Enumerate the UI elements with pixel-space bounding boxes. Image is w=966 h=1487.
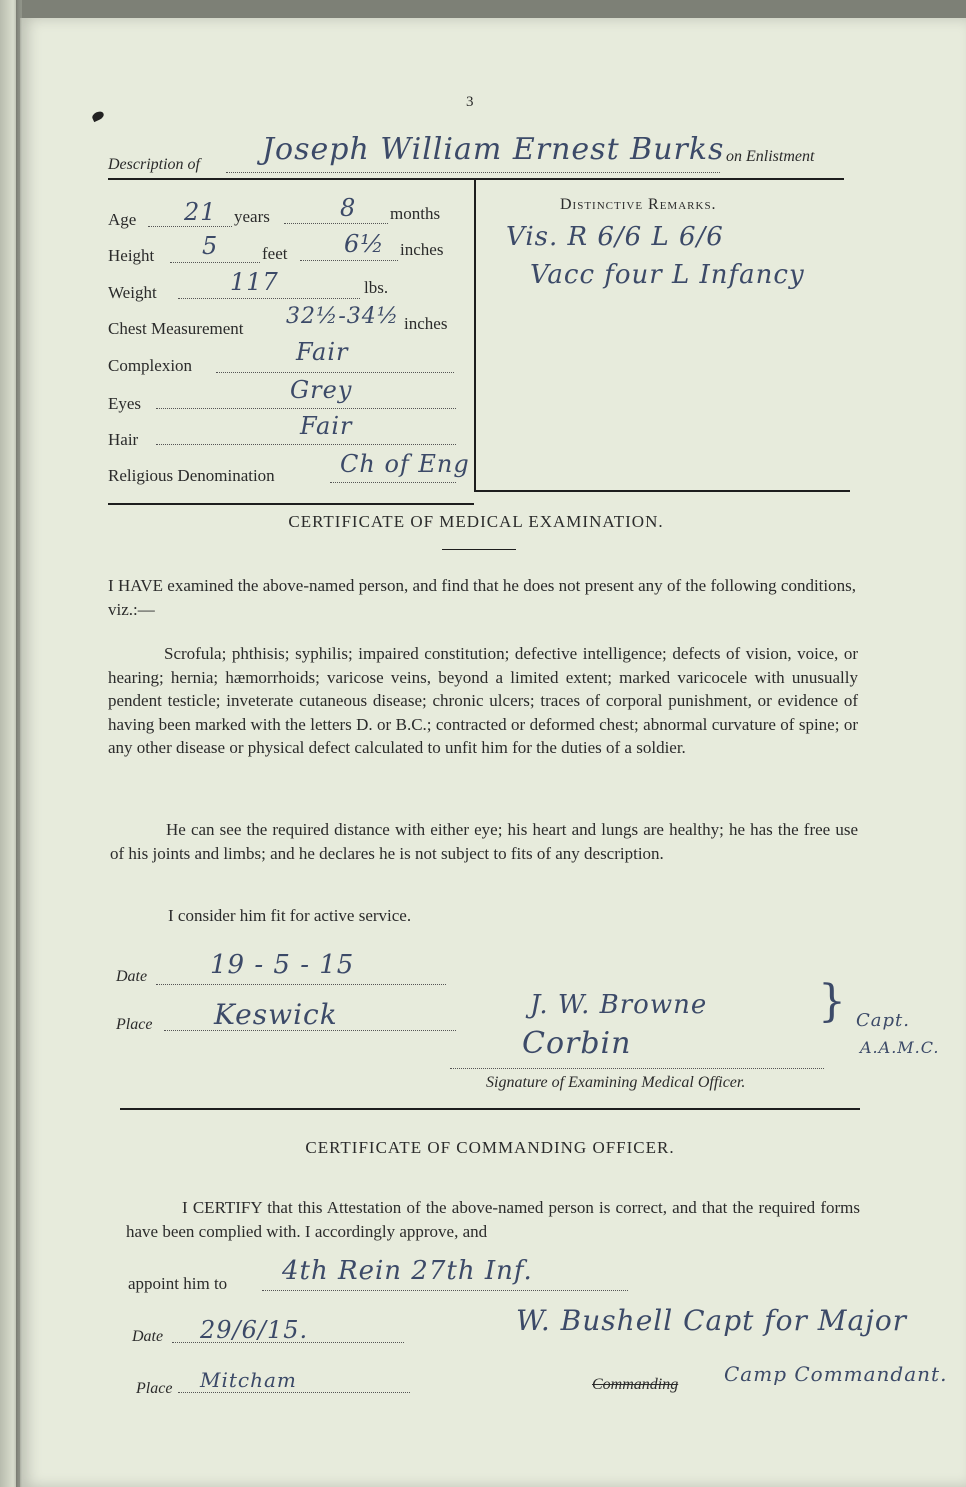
- medical-fitness-text: He can see the required distance with either eye; his heart and lungs are healthy; he has the free use of his joints and limbs; and he declares he is not subject to fits of any description.: [110, 820, 858, 863]
- remarks-line-2: Vacc four L Infancy: [530, 260, 805, 290]
- remarks-title: Distinctive Remarks.: [560, 196, 717, 213]
- medical-place-label: Place: [116, 1016, 153, 1033]
- top-rule: [108, 178, 844, 180]
- chest-unit: inches: [404, 314, 448, 333]
- medical-intro-text: I HAVE examined the above-named person, and find that he does not present any of the following conditions, viz.:—: [108, 576, 856, 619]
- hair-label: Hair: [108, 430, 139, 449]
- medical-officer-signature-2: Corbin: [522, 1026, 632, 1061]
- height-label: Height: [108, 246, 155, 265]
- appoint-value: 4th Rein 27th Inf.: [282, 1256, 533, 1286]
- section-divider-rule: [120, 1108, 860, 1110]
- vertical-divider: [474, 180, 476, 492]
- medical-fitness: [110, 818, 858, 865]
- medical-date-label: Date: [116, 968, 148, 985]
- medical-conditions: [108, 642, 858, 760]
- right-bottom-rule: [474, 490, 850, 492]
- medical-place-value: Keswick: [214, 998, 338, 1031]
- page-number: 3: [466, 94, 474, 110]
- commanding-certificate-title: CERTIFICATE OF COMMANDING OFFICER.: [305, 1138, 675, 1157]
- medical-certificate-title: CERTIFICATE OF MEDICAL EXAMINATION.: [288, 512, 664, 531]
- medical-officer-rank-1: Capt.: [856, 1010, 910, 1031]
- height-feet-value: 5: [202, 232, 219, 260]
- name-line: [226, 172, 720, 173]
- medical-officer-signature-1: J. W. Browne: [530, 990, 708, 1020]
- enlistment-label: on Enlistment: [726, 148, 815, 165]
- commanding-role-struck: Commanding: [592, 1376, 679, 1393]
- weight-unit: lbs.: [364, 278, 389, 297]
- age-months-value: 8: [340, 194, 357, 222]
- months-label: months: [390, 204, 441, 223]
- height-inches-value: 6½: [344, 230, 385, 258]
- description-label: Description of: [108, 156, 200, 173]
- eyes-value: Grey: [290, 376, 353, 404]
- remarks-line-1: Vis. R 6/6 L 6/6: [506, 222, 724, 252]
- feet-label: feet: [262, 244, 288, 263]
- commanding-date-label: Date: [132, 1328, 164, 1345]
- commanding-role-value: Camp Commandant.: [724, 1362, 948, 1386]
- soldier-name: Joseph William Ernest Burks: [262, 132, 725, 167]
- commanding-text: [126, 1196, 860, 1243]
- age-label: Age: [108, 210, 137, 229]
- commanding-text-body: I CERTIFY that this Attestation of the above-named person is correct, and that the required forms have been complied with. I accordingly approve, and: [126, 1198, 860, 1241]
- hair-value: Fair: [300, 412, 353, 440]
- weight-label: Weight: [108, 283, 157, 302]
- binding-crease: [16, 0, 22, 1487]
- years-label: years: [234, 207, 270, 226]
- eyes-label: Eyes: [108, 394, 142, 413]
- fit-statement: I consider him fit for active service.: [168, 906, 412, 925]
- medical-title-underline: [442, 549, 516, 550]
- commanding-place-value: Mitcham: [200, 1368, 297, 1392]
- appoint-label: appoint him to: [128, 1274, 228, 1293]
- medical-signature-caption: Signature of Examining Medical Officer.: [486, 1074, 746, 1091]
- commanding-place-label: Place: [136, 1380, 173, 1397]
- weight-value: 117: [230, 268, 279, 296]
- medical-intro: [108, 574, 856, 621]
- inches-label: inches: [400, 240, 444, 259]
- medical-date-value: 19 - 5 - 15: [210, 950, 355, 980]
- complexion-value: Fair: [296, 338, 349, 366]
- medical-conditions-text: Scrofula; phthisis; syphilis; impaired constitution; defective intelligence; defects of vision, voice, or hearing; hernia; hæmorrhoids; varicose veins, beyond a limited extent; marked varicocele with unusually pendent testicle; inveterate cutaneous disease; chronic ulcers; traces of corporal punishment, or evidence of having been marked with the letters D. or B.C.; contracted or deformed chest; abnormal curvature of spine; or any other disease or physical defect calculated to unfit him for the duties of a soldier.: [108, 644, 858, 757]
- signature-brace: }: [818, 976, 847, 1027]
- commanding-officer-signature: W. Bushell Capt for Major: [516, 1304, 908, 1337]
- chest-label: Chest Measurement: [108, 319, 244, 338]
- complexion-label: Complexion: [108, 356, 193, 375]
- religion-value: Ch of Eng: [340, 450, 470, 478]
- age-years-value: 21: [184, 198, 217, 226]
- medical-officer-rank-2: A.A.M.C.: [860, 1038, 940, 1057]
- commanding-date-value: 29/6/15.: [200, 1316, 309, 1344]
- chest-value: 32½-34½: [286, 304, 400, 329]
- left-bottom-rule: [108, 503, 474, 505]
- religion-label: Religious Denomination: [108, 466, 275, 485]
